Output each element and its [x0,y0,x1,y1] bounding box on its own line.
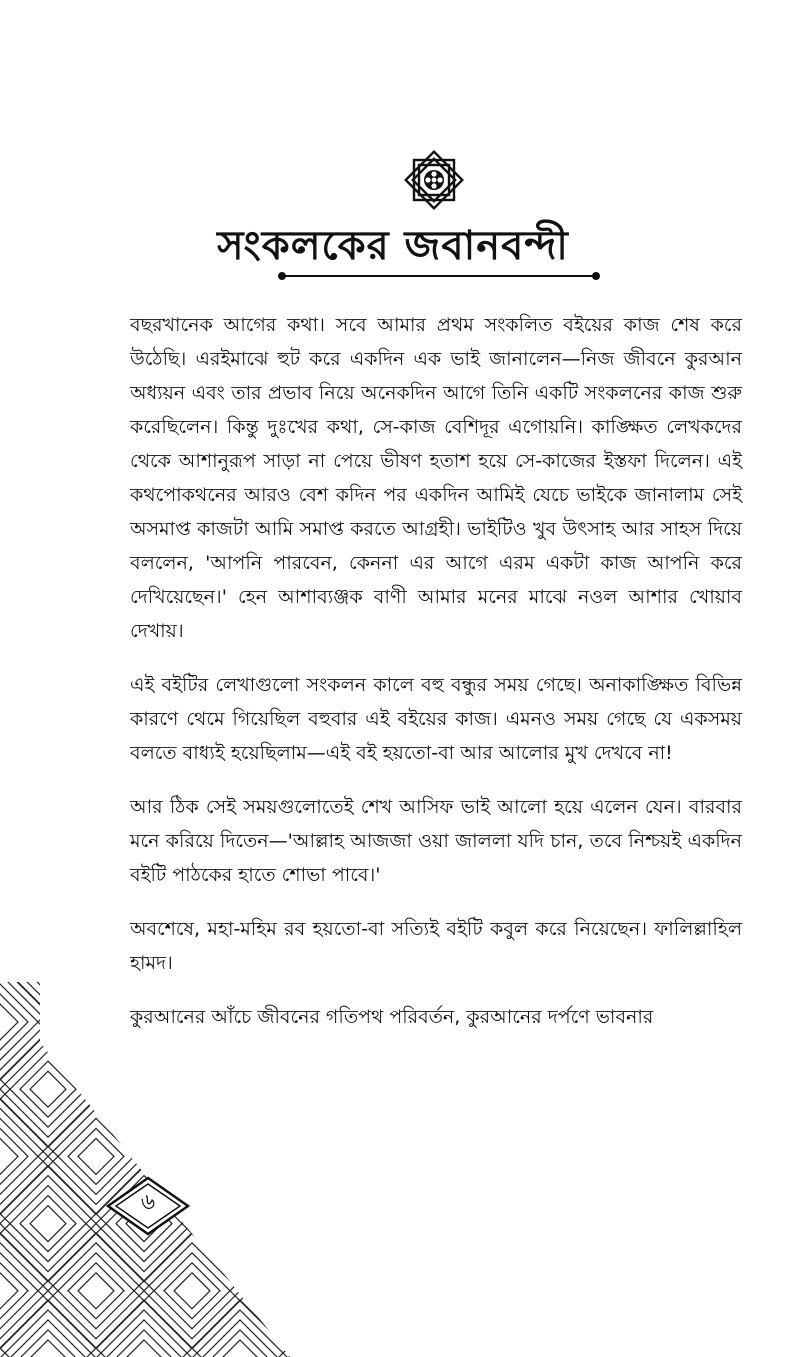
eight-point-star-flower-icon [401,147,467,213]
title-underline [277,271,601,281]
geometric-diamond-pattern [0,982,290,1357]
paragraph: বছরখানেক আগের কথা। সবে আমার প্রথম সংকলিত বইয়ের কাজ শেষ করে উঠেছি। এরইমাঝে হুট করে একদিন এক ভাই জানালেন—নিজ জীবনে কুরআন অধ্যয়ন এবং তার প্রভাব নিয়ে অনেকদিন আগে তিনি একটি সংকলনের কাজ শুরু করেছিলেন। কিন্তু দুঃখের কথা, সে-কাজ বেশিদূর এগোয়নি। কাঙ্ক্ষিত লেখকদের থেকে আশানুরূপ সাড়া না পেয়ে ভীষণ হতাশ হয়ে সে-কাজের ইস্তফা দিলেন। এই কথপোকথনের আরও বেশ কদিন পর একদিন আমিই যেচে ভাইকে জানালাম সেই অসমাপ্ত কাজটা আমি সমাপ্ত করতে আগ্রহী। ভাইটিও খুব উৎসাহ আর সাহস দিয়ে বললেন, 'আপনি পারবেন, কেননা এর আগে এরম একটা কাজ আপনি করে দেখিয়েছেন।' হেন আশাব্যঞ্জক বাণী আমার মনের মাঝে নওল আশার খোয়াব দেখায়। [130,314,742,642]
paragraph: আর ঠিক সেই সময়গুলোতেই শেখ আসিফ ভাই আলো হয়ে এলেন যেন। বারবার মনে করিয়ে দিতেন—'আল্লাহ আজজা ওয়া জাললা যদি চান, তবে নিশ্চয়ই একদিন বইটি পাঠকের হাতে শোভা পাবে।' [130,796,742,886]
paragraph: এই বইটির লেখাগুলো সংকলন কালে বহু বন্ধুর সময় গেছে। অনাকাঙ্ক্ষিত বিভিন্ন কারণে থেমে গিয়েছিল বহুবার এই বইয়ের কাজ। এমনও সময় গেছে যে একসময় বলতে বাধ্যই হয়েছিলাম—এই বই হয়তো-বা আর আলোর মুখ দেখবে না! [130,674,742,764]
paragraph: অবশেষে, মহা-মহিম রব হয়তো-বা সত্যিই বইটি কবুল করে নিয়েছেন। ফালিল্লাহিল হামদ। [130,918,742,974]
page-number: ৬ [140,1190,156,1215]
page-title: সংকলকের জবানবন্দী [217,223,569,269]
body-text [130,308,742,1054]
paragraph: কুরআনের আঁচে জীবনের গতিপথ পরিবর্তন, কুরআনের দর্পণে ভাবনার [130,1006,654,1028]
